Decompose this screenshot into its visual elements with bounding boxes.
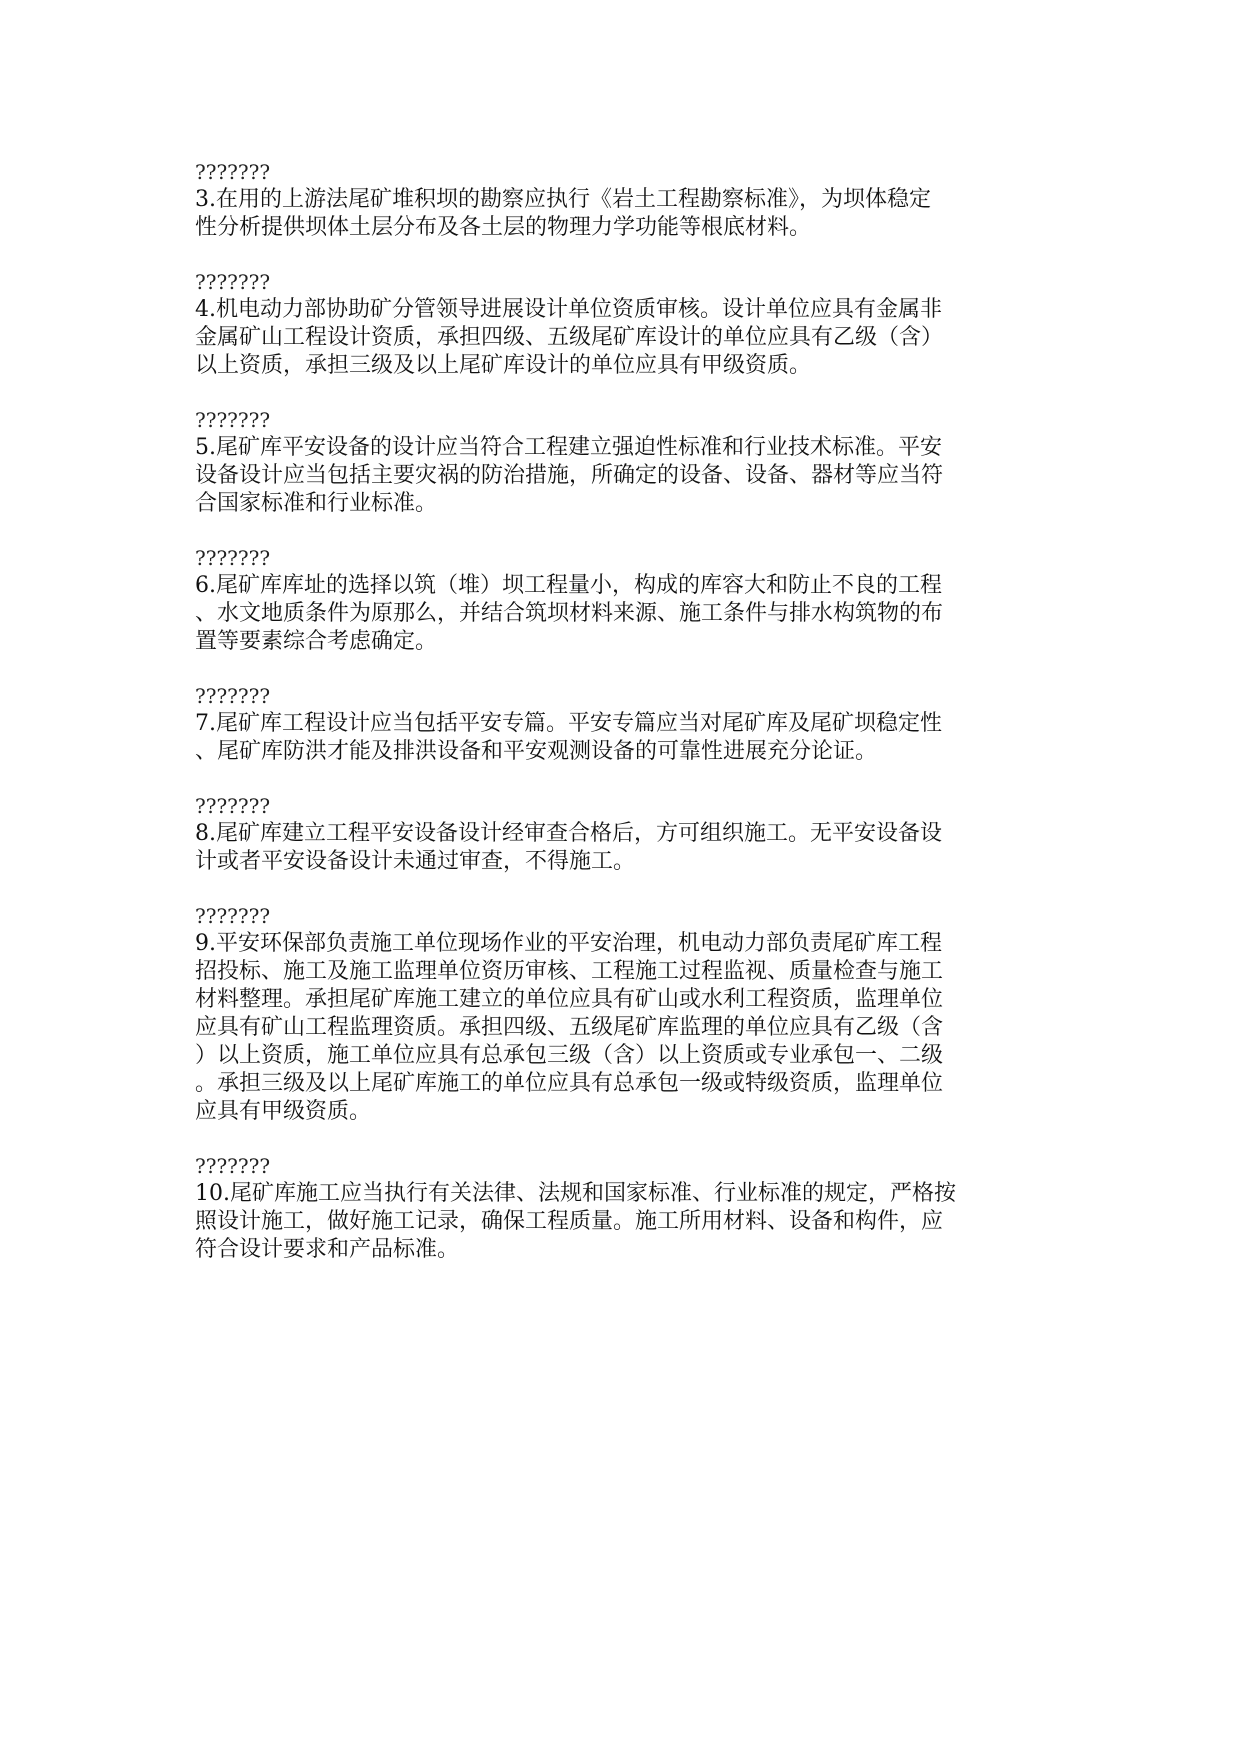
document-page	[195, 158, 1065, 1290]
clause-line: 置等要素综合考虑确定。	[195, 629, 438, 654]
clause-line: 计或者平安设备设计未通过审查，不得施工。	[195, 849, 636, 874]
clause-section	[195, 158, 1065, 242]
clause-section	[195, 1152, 1065, 1264]
clause-line: 以上资质，承担三级及以上尾矿库设计的单位应具有甲级资质。	[195, 353, 812, 378]
section-marker: ???????	[195, 270, 271, 294]
section-marker: ???????	[195, 546, 271, 570]
clause-line: 、水文地质条件为原那么，并结合筑坝材料来源、施工条件与排水构筑物的布	[195, 601, 944, 626]
clause-line: 设备设计应当包括主要灾祸的防治措施，所确定的设备、设备、器材等应当符	[195, 463, 944, 488]
clause-line: 7.尾矿库工程设计应当包括平安专篇。平安专篇应当对尾矿库及尾矿坝稳定性	[195, 711, 942, 736]
clause-section	[195, 544, 1065, 656]
clause-section	[195, 406, 1065, 518]
clause-line: 5.尾矿库平安设备的设计应当符合工程建立强迫性标准和行业技术标准。平安	[195, 435, 942, 460]
clause-line: 合国家标准和行业标准。	[195, 491, 438, 516]
clause-line: 应具有矿山工程监理资质。承担四级、五级尾矿库监理的单位应具有乙级（含	[195, 1015, 944, 1040]
clause-section	[195, 682, 1065, 766]
clause-line: 符合设计要求和产品标准。	[195, 1237, 460, 1262]
clause-section	[195, 902, 1065, 1126]
clause-line: 3.在用的上游法尾矿堆积坝的勘察应执行《岩土工程勘察标准》，为坝体稳定	[195, 187, 931, 212]
clause-line: 应具有甲级资质。	[195, 1099, 372, 1124]
clause-line: 材料整理。承担尾矿库施工建立的单位应具有矿山或水利工程资质，监理单位	[195, 987, 944, 1012]
section-marker: ???????	[195, 1154, 271, 1178]
clause-line: 8.尾矿库建立工程平安设备设计经审查合格后，方可组织施工。无平安设备设	[195, 821, 942, 846]
clause-line: 照设计施工，做好施工记录，确保工程质量。施工所用材料、设备和构件，应	[195, 1209, 944, 1234]
clause-section	[195, 268, 1065, 380]
clause-line: 性分析提供坝体土层分布及各土层的物理力学功能等根底材料。	[195, 215, 812, 240]
clause-line: 金属矿山工程设计资质，承担四级、五级尾矿库设计的单位应具有乙级（含）	[195, 325, 944, 350]
clause-line: 6.尾矿库库址的选择以筑（堆）坝工程量小，构成的库容大和防止不良的工程	[195, 573, 942, 598]
clause-section	[195, 792, 1065, 876]
clause-line: 10.尾矿库施工应当执行有关法律、法规和国家标准、行业标准的规定，严格按	[195, 1181, 956, 1206]
section-marker: ???????	[195, 794, 271, 818]
section-marker: ???????	[195, 408, 271, 432]
section-marker: ???????	[195, 904, 271, 928]
clause-line: 。承担三级及以上尾矿库施工的单位应具有总承包一级或特级资质，监理单位	[195, 1071, 944, 1096]
clause-line: ）以上资质，施工单位应具有总承包三级（含）以上资质或专业承包一、二级	[195, 1043, 944, 1068]
clause-line: 招投标、施工及施工监理单位资历审核、工程施工过程监视、质量检查与施工	[195, 959, 944, 984]
clause-line: 、尾矿库防洪才能及排洪设备和平安观测设备的可靠性进展充分论证。	[195, 739, 878, 764]
clause-line: 4.机电动力部协助矿分管领导进展设计单位资质审核。设计单位应具有金属非	[195, 297, 942, 322]
clause-line: 9.平安环保部负责施工单位现场作业的平安治理，机电动力部负责尾矿库工程	[195, 931, 942, 956]
section-marker: ???????	[195, 160, 271, 184]
section-marker: ???????	[195, 684, 271, 708]
